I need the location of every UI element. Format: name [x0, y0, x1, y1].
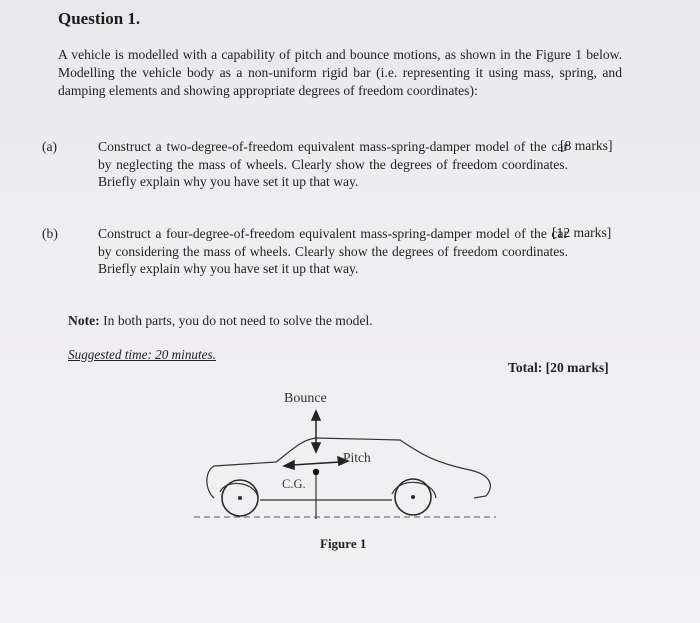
figure-caption: Figure 1	[320, 536, 367, 551]
cg-point	[313, 469, 319, 475]
question-intro: A vehicle is modelled with a capability of pitch and bounce motions, as shown in the Figure 1 below. Modelling the vehicle body as a non-uniform rigid bar (i.e. representing it using mass, spring, and damping elements and showing appropriate degrees of freedom coordinates):	[58, 47, 622, 98]
cg-label: C.G.	[282, 477, 306, 491]
bounce-arrow-icon	[312, 411, 320, 452]
bounce-label: Bounce	[284, 391, 327, 406]
front-wheel	[222, 480, 258, 516]
pitch-arrow-icon	[284, 457, 348, 469]
car-outline	[207, 438, 490, 500]
part-b-text: Construct a four-degree-of-freedom equivalent mass-spring-damper model of the car by considering the mass of wheels. Clearly show the degrees of freedom coordinates. Briefly explain why you have set it up that way.	[98, 226, 568, 276]
rear-wheel	[395, 479, 431, 515]
pitch-label: Pitch	[343, 450, 371, 465]
part-a-label: (a)	[42, 139, 58, 154]
part-b-marks: [12 marks]	[552, 225, 612, 240]
part-a-text: Construct a two-degree-of-freedom equivalent mass-spring-damper model of the car by neglecting the mass of wheels. Clearly show the degrees of freedom coordinates. Briefly explain why you have set it up that way.	[98, 139, 568, 189]
note-label: Note:	[68, 313, 100, 328]
total-marks: Total: [20 marks]	[508, 360, 609, 375]
question-title: Question 1.	[58, 9, 141, 28]
part-b-label: (b)	[42, 226, 58, 241]
part-a-marks: [8 marks]	[560, 138, 613, 153]
suggested-time: Suggested time: 20 minutes.	[68, 347, 216, 362]
note-text: In both parts, you do not need to solve the model.	[99, 313, 373, 328]
